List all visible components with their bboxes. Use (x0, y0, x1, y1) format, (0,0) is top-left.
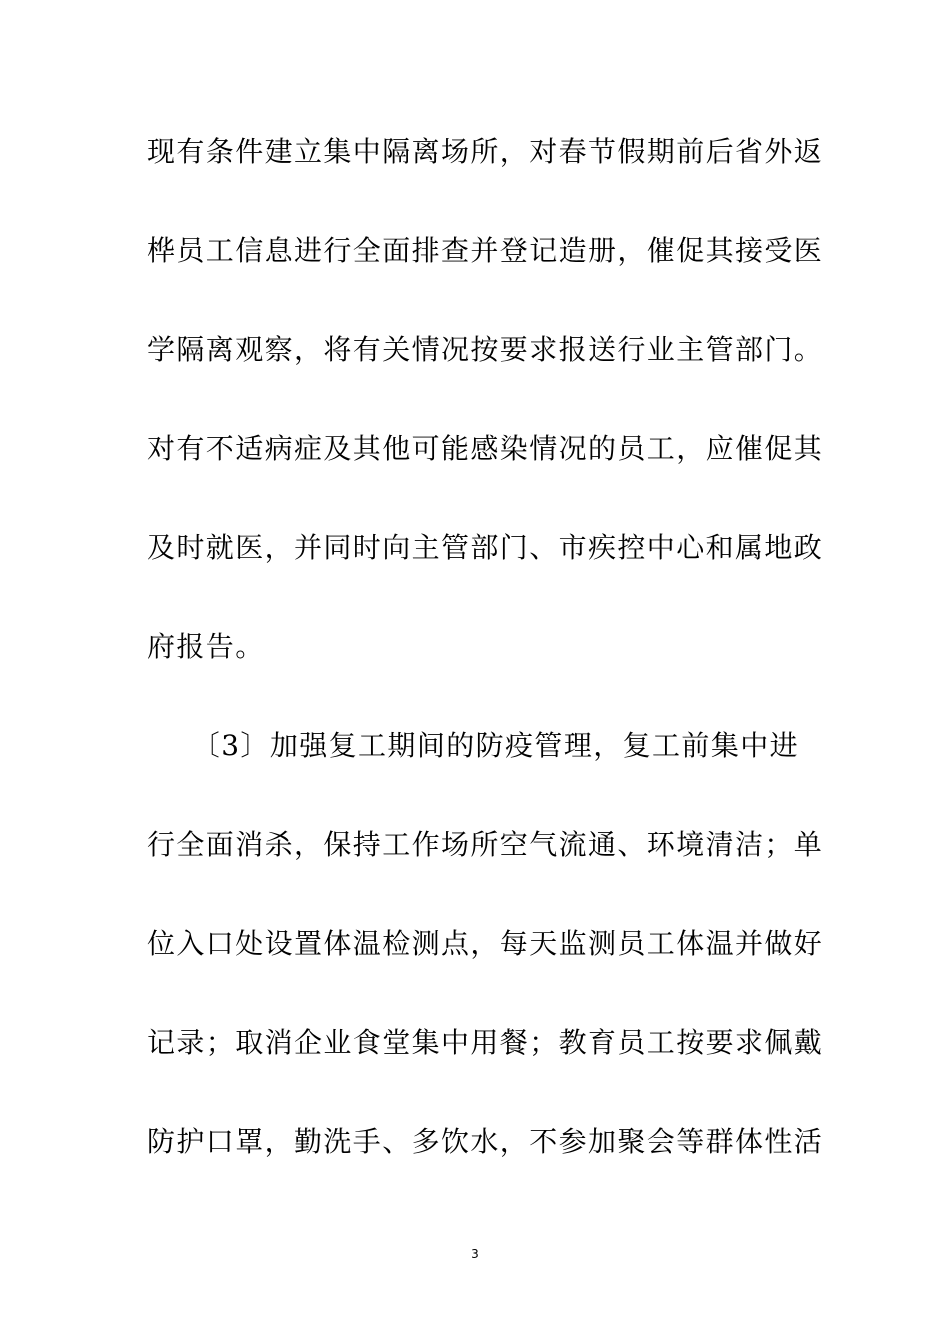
paragraph-start-line: 〔3〕加强复工期间的防疫管理，复工前集中进 (147, 729, 800, 762)
text-line: 府报告。 (147, 630, 265, 663)
text-line: 对有不适病症及其他可能感染情况的员工，应催促其 (147, 432, 824, 465)
text-line: 位入口处设置体温检测点，每天监测员工体温并做好 (147, 927, 824, 960)
text-line: 桦员工信息进行全面排查并登记造册，催促其接受医 (147, 234, 824, 267)
text-line: 及时就医，并同时向主管部门、市疾控中心和属地政 (147, 531, 824, 564)
body-text (147, 120, 824, 1209)
page-number: 3 (471, 1247, 479, 1261)
text-line: 记录；取消企业食堂集中用餐；教育员工按要求佩戴 (147, 1026, 824, 1059)
text-line: 行全面消杀，保持工作场所空气流通、环境清洁；单 (147, 828, 824, 861)
text-line: 现有条件建立集中隔离场所，对春节假期前后省外返 (147, 135, 824, 168)
text-line: 学隔离观察，将有关情况按要求报送行业主管部门。 (147, 333, 824, 366)
text-line: 防护口罩，勤洗手、多饮水，不参加聚会等群体性活 (147, 1125, 824, 1158)
